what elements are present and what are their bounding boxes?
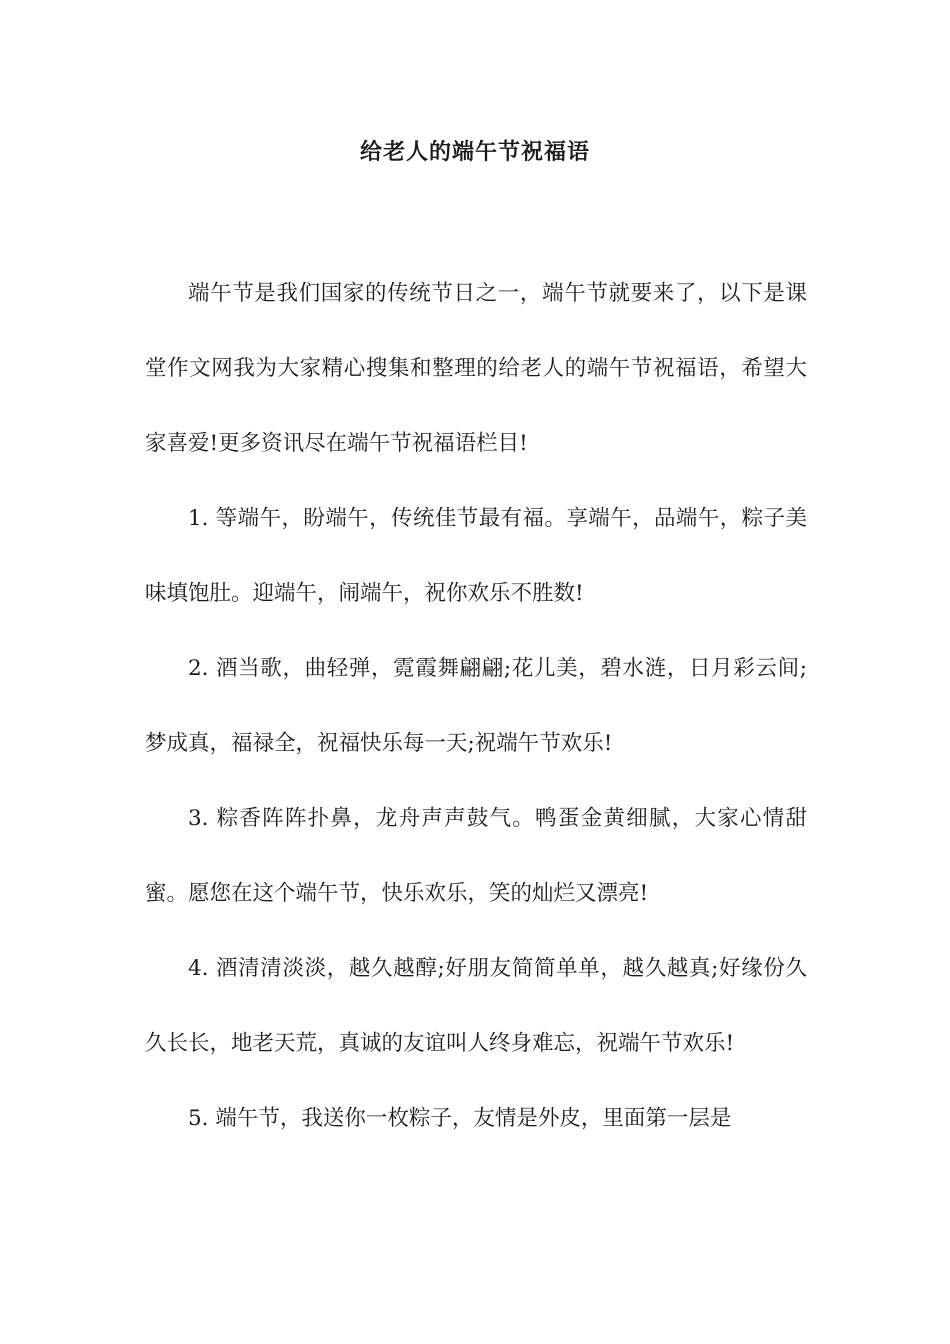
document-title: 给老人的端午节祝福语 [359, 139, 590, 165]
intro-paragraph: 端午节是我们国家的传统节日之一，端午节就要来了，以下是课堂作文网我为大家精心搜集和整理的给老人的端午节祝福语，希望大家喜爱!更多资讯尽在端午节祝福语栏目! [145, 281, 807, 456]
greeting-paragraph-4: 4. 酒清清淡淡，越久越醇;好朋友简简单单，越久越真;好缘份久久长长，地老天荒，真诚的友谊叫人终身难忘，祝端午节欢乐! [145, 956, 807, 1056]
document-body [145, 256, 807, 1156]
greeting-paragraph-1: 1. 等端午，盼端午，传统佳节最有福。享端午，品端午，粽子美味填饱肚。迎端午，闹端午，祝你欢乐不胜数! [145, 506, 807, 606]
greeting-paragraph-3: 3. 粽香阵阵扑鼻，龙舟声声鼓气。鸭蛋金黄细腻，大家心情甜蜜。愿您在这个端午节，快乐欢乐，笑的灿烂又漂亮! [145, 806, 807, 906]
greeting-paragraph-5: 5. 端午节，我送你一枚粽子，友情是外皮，里面第一层是 [188, 1106, 732, 1131]
greeting-paragraph-2: 2. 酒当歌，曲轻弹，霓霞舞翩翩;花儿美，碧水涟，日月彩云间;梦成真，福禄全，祝福快乐每一天;祝端午节欢乐! [145, 656, 807, 756]
